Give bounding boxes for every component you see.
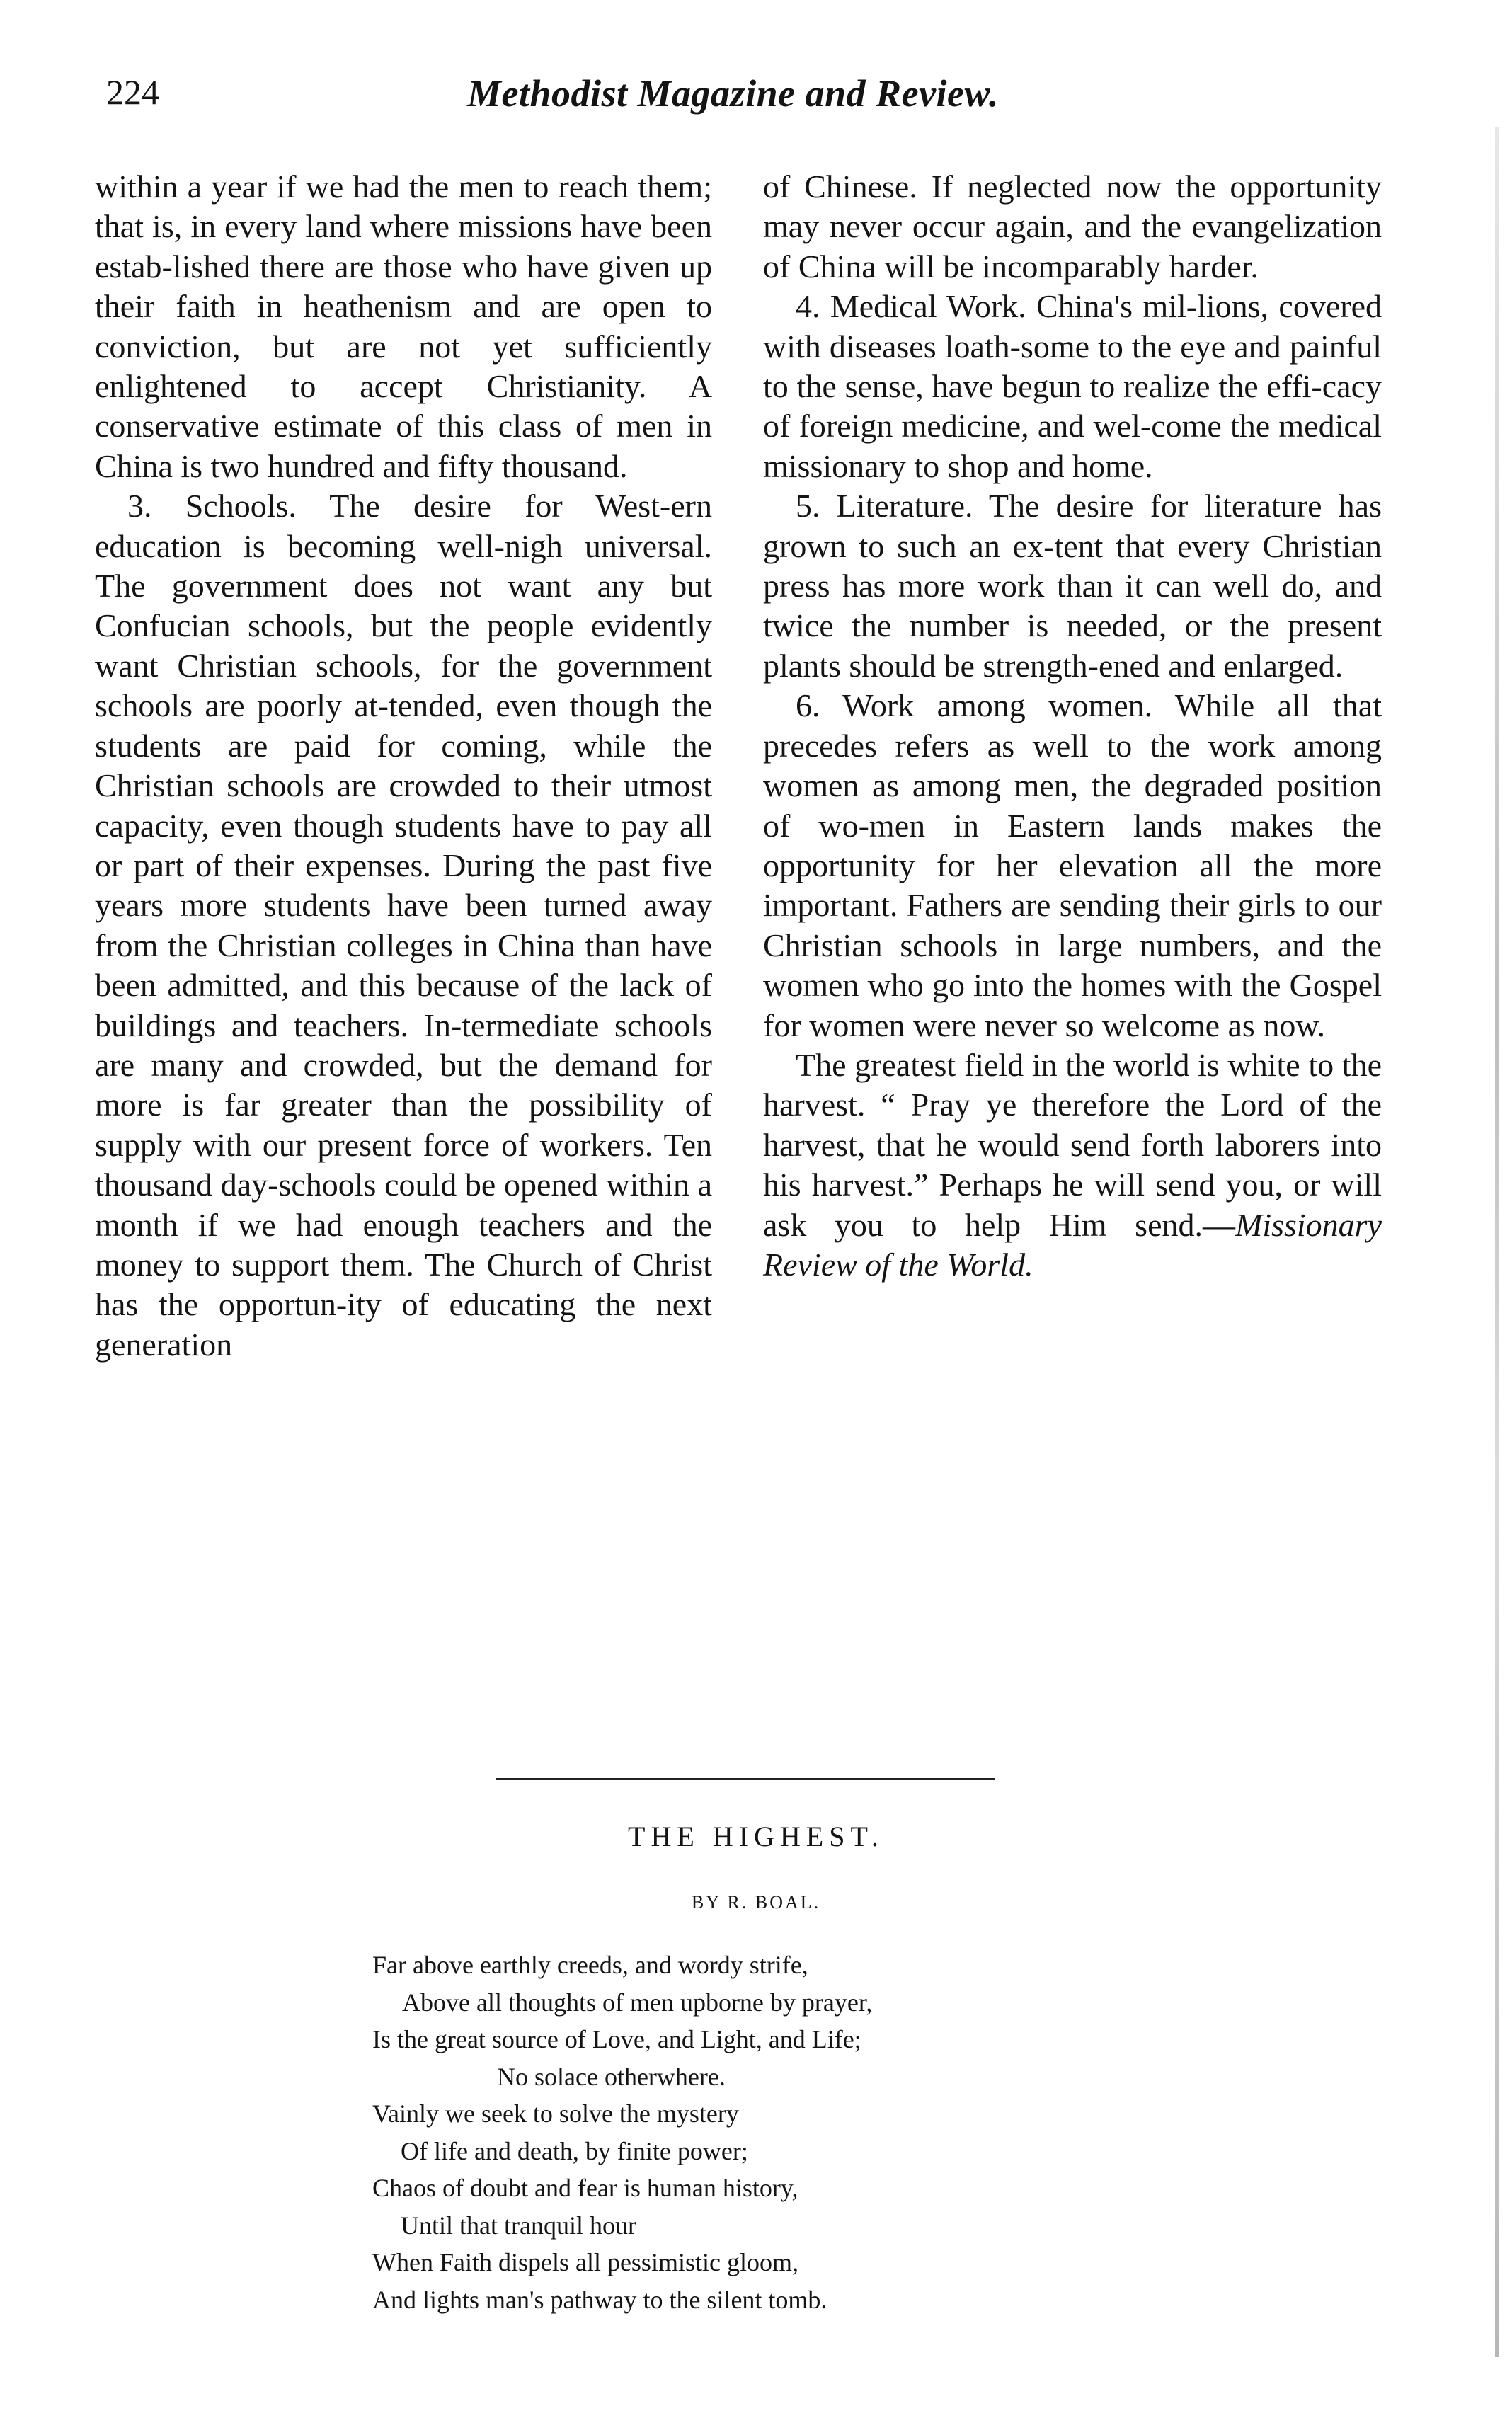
- poem-line: No solace otherwhere.: [497, 2062, 726, 2091]
- paragraph-greatest-field: [763, 1045, 1382, 1285]
- poem-body: [372, 1947, 1222, 2318]
- poem-line: Above all thoughts of men upborne by prayer,: [402, 1988, 873, 2017]
- paragraph-work-among-women: 6. Work among women. While all that precedes refers as well to the work among women as among men, the degraded position of wo-men in Eastern lands makes the opportunity for her elevation all the more important. Fathers are sending their girls to our Christian schools in large numbers, and the women who go into the homes with the Gospel for women were never so welcome as now.: [763, 687, 1382, 1043]
- paragraph-literature: 5. Literature. The desire for literature has grown to such an ex-tent that every Christian press has more work than it can well do, and twice the number is needed, or the present plants should be strength-ened and enlarged.: [763, 488, 1382, 684]
- poem-line: Of life and death, by finite power;: [401, 2136, 748, 2165]
- poem-line: Far above earthly creeds, and wordy strife,: [372, 1951, 808, 1979]
- right-column: [763, 167, 1382, 1285]
- paragraph-medical-work: 4. Medical Work. China's mil-lions, covered with diseases loath-some to the eye and painful to the sense, have begun to realize the effi-cacy of foreign medicine, and wel-come the medical missionary to shop and home.: [763, 288, 1382, 484]
- poem-title: THE HIGHEST.: [628, 1821, 884, 1852]
- scan-edge-shadow: [1495, 127, 1499, 2357]
- paragraph-schools: 3. Schools. The desire for West-ern education is becoming well-nigh universal. The government does not want any but Confucian schools, but the people evidently want Christian schools, for the government schools are poorly at-tended, even though the students are paid for coming, while the Christian schools are crowded to their utmost capacity, even though students have to pay all or part of their expenses. During the past five years more students have been turned away from the Christian colleges in China than have been admitted, and this because of the lack of buildings and teachers. In-termediate schools are many and crowded, but the demand for more is far greater than the possibility of supply with our present force of workers. Ten thousand day-schools could be opened within a month if we had enough teachers and the money to support them. The Church of Christ has the opportun-ity of educating the next generation: [95, 488, 712, 1363]
- paragraph-continued-right: of Chinese. If neglected now the opportunity may never occur again, and the evangelization of China will be incomparably harder.: [763, 168, 1382, 285]
- paragraph-greatest-field-text: The greatest field in the world is white to the harvest. “ Pray ye therefore the Lord of the harvest, that he would send forth laborers into his harvest.” Perhaps he will send you, or will ask you to help Him send.—: [763, 1046, 1382, 1243]
- poem-line: Is the great source of Love, and Light, and Life;: [372, 2025, 861, 2053]
- poem-author: BY R. BOAL.: [691, 1892, 821, 1913]
- left-column: [95, 167, 712, 1365]
- poem-line: Until that tranquil hour: [401, 2211, 636, 2240]
- poem-line: When Faith dispels all pessimistic gloom,: [372, 2248, 798, 2276]
- poem-line: And lights man's pathway to the silent tomb.: [372, 2285, 827, 2314]
- poem-line: Vainly we seek to solve the mystery: [372, 2099, 739, 2128]
- running-title: Methodist Magazine and Review.: [467, 72, 1000, 115]
- poem-line: Chaos of doubt and fear is human history,: [372, 2174, 798, 2202]
- source-citation: Missionary Review of the World.: [763, 1206, 1382, 1283]
- section-divider: [496, 1778, 995, 1780]
- page-number: 224: [106, 72, 159, 112]
- paragraph-continued: within a year if we had the men to reach them; that is, in every land where missions have been estab-lished there are those who have given up their faith in heathenism and are open to conviction, but are not yet sufficiently enlightened to accept Christianity. A conservative estimate of this class of men in China is two hundred and fifty thousand.: [95, 168, 712, 484]
